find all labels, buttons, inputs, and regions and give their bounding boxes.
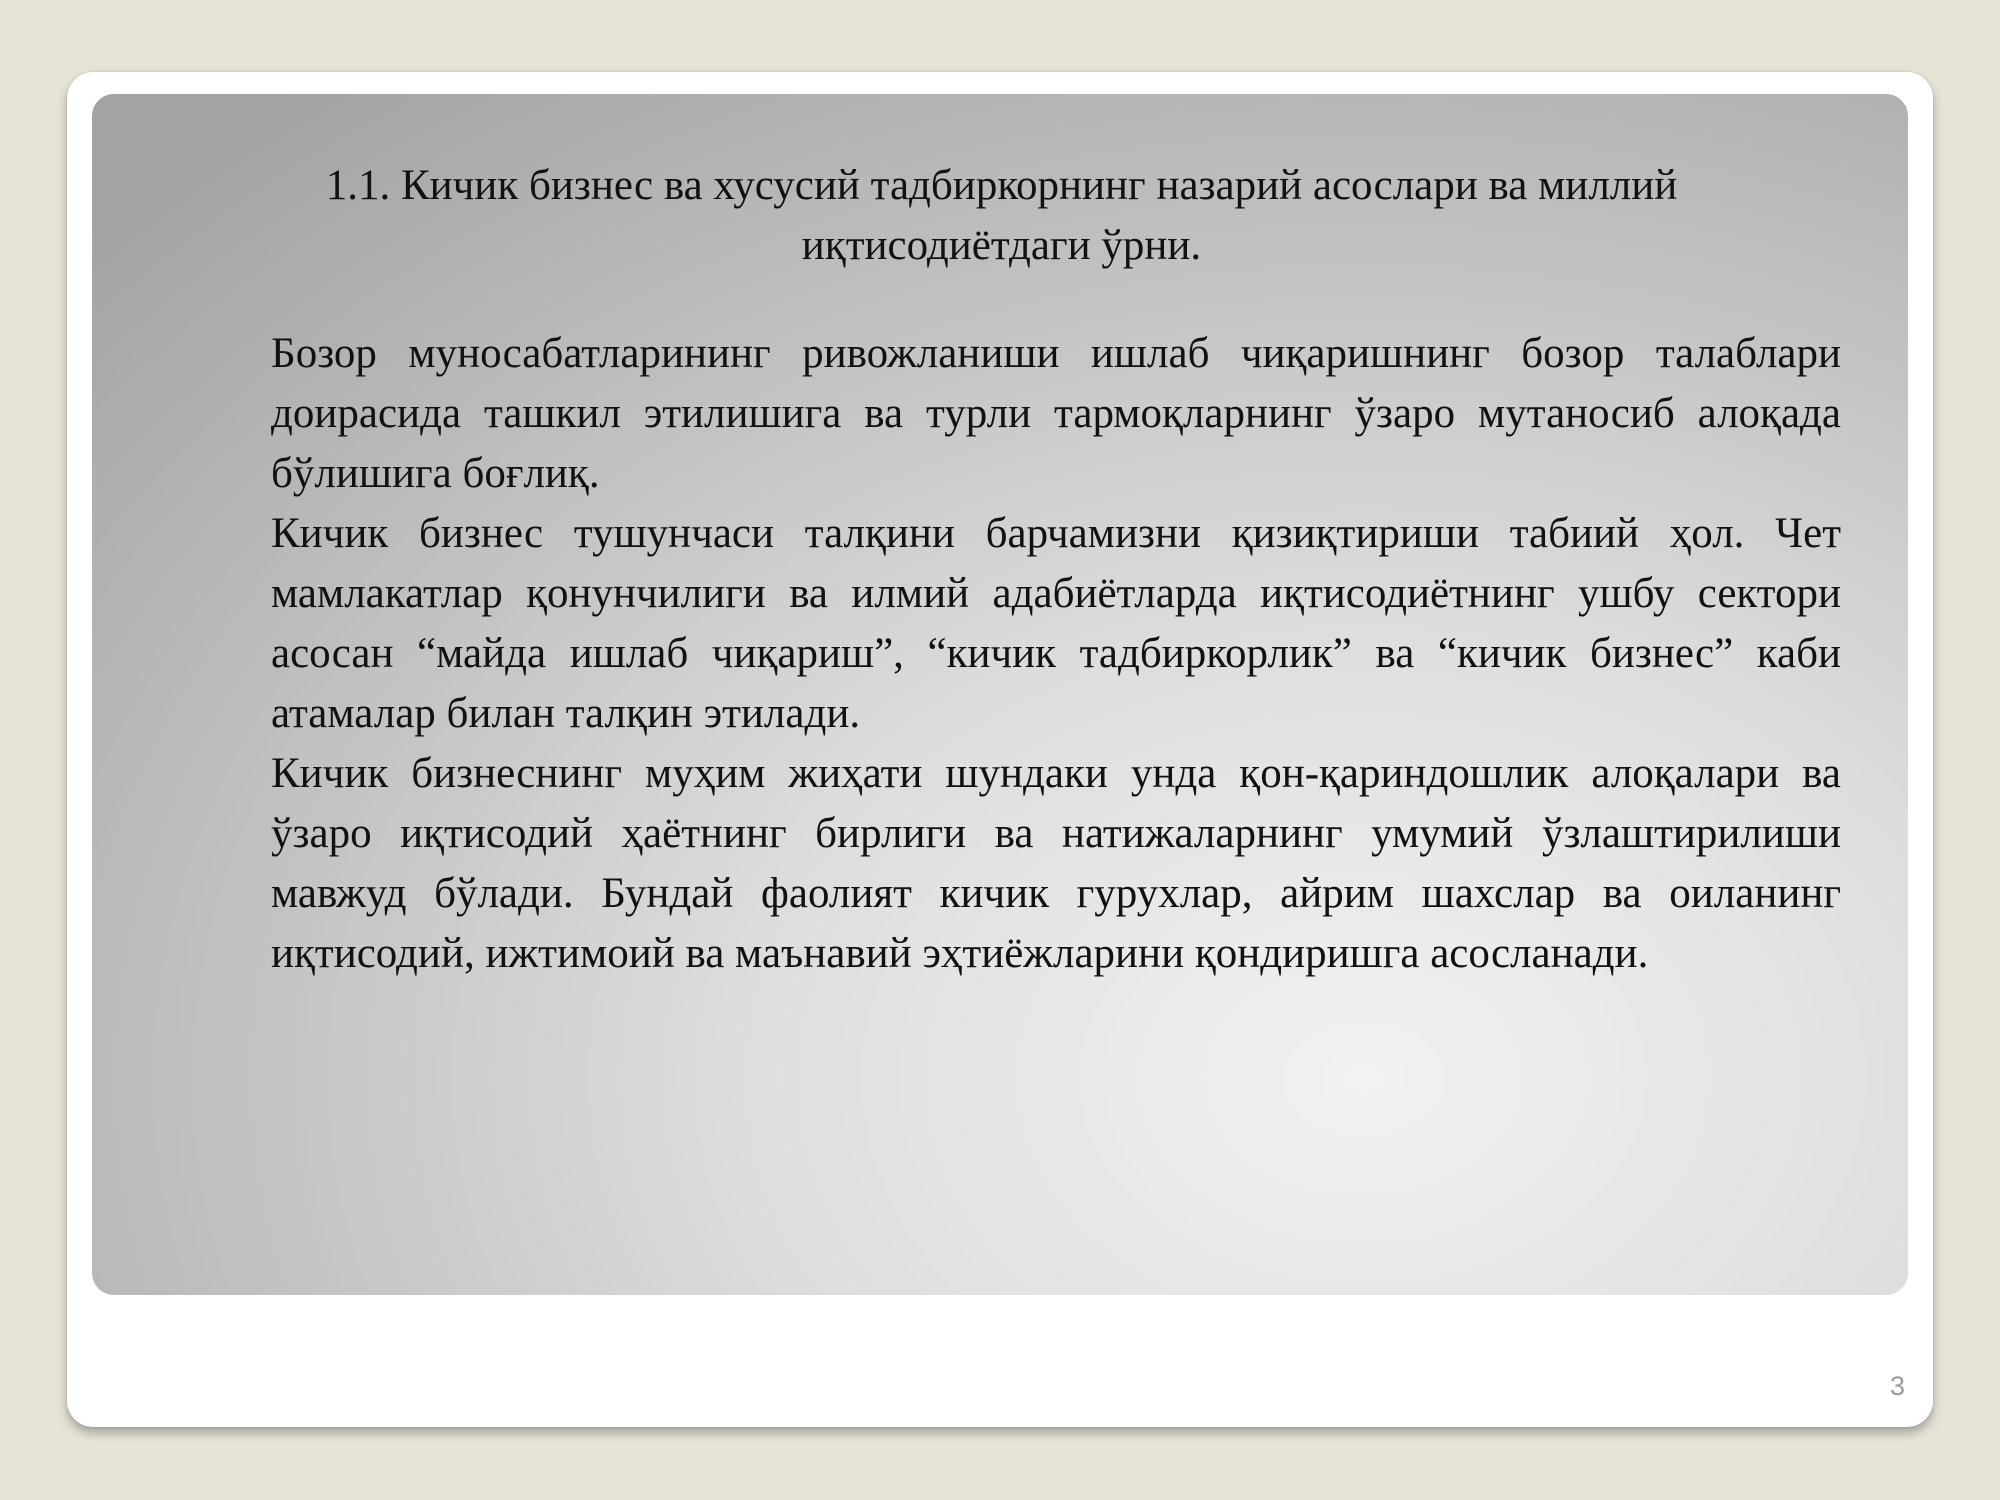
slide-body: [271, 324, 1841, 984]
body-paragraph: Бозор муносабатларининг ривожланиши ишлаб чиқаришнинг бозор талаблари доирасида ташкил этилишига ва турли тармоқларнинг ўзаро мутаносиб алоқада бўлишига боғлиқ.: [271, 330, 1841, 497]
body-paragraph: Кичик бизнеснинг муҳим жиҳати шундаки унда қон-қариндошлик алоқалари ва ўзаро иқтисодий ҳаётнинг бирлиги ва натижаларнинг умумий ўзлаштирилиши мавжуд бўлади. Бундай фаолият кичик гурухлар, айрим шахслар ва оиланинг иқтисодий, ижтимоий ва маънавий эҳтиёжларини қондиришга асосланади.: [271, 750, 1841, 977]
slide-title: 1.1. Кичик бизнес ва хусусий тадбиркорнинг назарий асослари ва миллий иқтисодиётдаги ўрни.: [325, 162, 1678, 269]
content-panel: [92, 94, 1908, 1295]
body-paragraph: Кичик бизнес тушунчаси талқини барчамизни қизиқтириши табиий ҳол. Чет мамлакатлар қонунчилиги ва илмий адабиётларда иқтисодиётнинг ушбу сектори асосан “майда ишлаб чиқариш”, “кичик тадбиркорлик” ва “кичик бизнес” каби атамалар билан талқин этилади.: [271, 510, 1841, 737]
page-number: 3: [1889, 1371, 1905, 1401]
slide-frame: [67, 72, 1933, 1427]
